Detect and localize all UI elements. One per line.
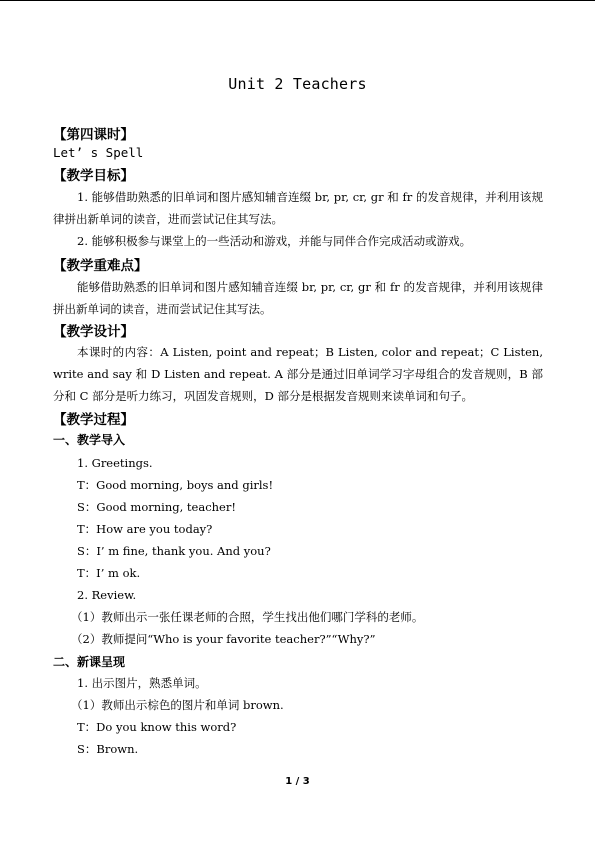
part1-line: （1）教师出示一张任课老师的合照，学生找出他们哪门学科的老师。 [71, 610, 424, 624]
part2-line: （1）教师出示棕色的图片和单词 brown. [71, 698, 284, 712]
design-heading: 【教学设计】 [53, 324, 134, 340]
part1-line: （2）教师提问“Who is your favorite teacher?”“Why?” [71, 632, 376, 646]
lesson-heading: 【第四课时】 [53, 127, 134, 143]
part1-line: 2. Review. [77, 588, 137, 602]
goal-1: 1. 能够借助熟悉的旧单词和图片感知辅音连缀 br, pr, cr, gr 和 fr 的发音规律，并利用该规律拼出新单词的读音，进而尝试记住其写法。 [53, 190, 543, 226]
part2-line: T：Do you know this word? [77, 720, 237, 734]
goals-heading: 【教学目标】 [53, 168, 134, 184]
key-points-heading: 【教学重难点】 [53, 258, 148, 274]
part1-line: 1. Greetings. [77, 456, 153, 470]
part2-line: S：Brown. [77, 742, 139, 756]
process-heading: 【教学过程】 [53, 412, 134, 428]
page-number: 1 / 3 [285, 776, 310, 787]
part2-heading: 二、新课呈现 [53, 655, 126, 669]
design-text: 本课时的内容：A Listen, point and repeat；B Listen, color and repeat；C Listen, write and say 和 D Listen and repeat. A 部分是通过旧单词学习字母组合的发音规则，B 部分和 C 部分是听力练习，巩固发音规则，D 部分是根据发音规则来读单词和句子。 [53, 345, 543, 403]
part1-line: T：Good morning, boys and girls! [77, 478, 274, 492]
part1-line: S：Good morning, teacher! [77, 500, 236, 514]
top-border-line [0, 0, 595, 1]
lesson-name: Let’ s Spell [53, 145, 144, 160]
part1-line: S：I’ m fine, thank you. And you? [77, 544, 271, 558]
part1-line: T：How are you today? [77, 522, 213, 536]
key-points-text: 能够借助熟悉的旧单词和图片感知辅音连缀 br, pr, cr, gr 和 fr 的发音规律，并利用该规律拼出新单词的读音，进而尝试记住其写法。 [53, 280, 543, 316]
part1-heading: 一、教学导入 [53, 433, 126, 447]
part1-line: T：I’ m ok. [77, 566, 141, 580]
goal-2: 2. 能够积极参与课堂上的一些活动和游戏，并能与同伴合作完成活动或游戏。 [77, 234, 472, 248]
part2-line: 1. 出示图片，熟悉单词。 [77, 676, 207, 690]
page-title: Unit 2 Teachers [228, 75, 367, 93]
